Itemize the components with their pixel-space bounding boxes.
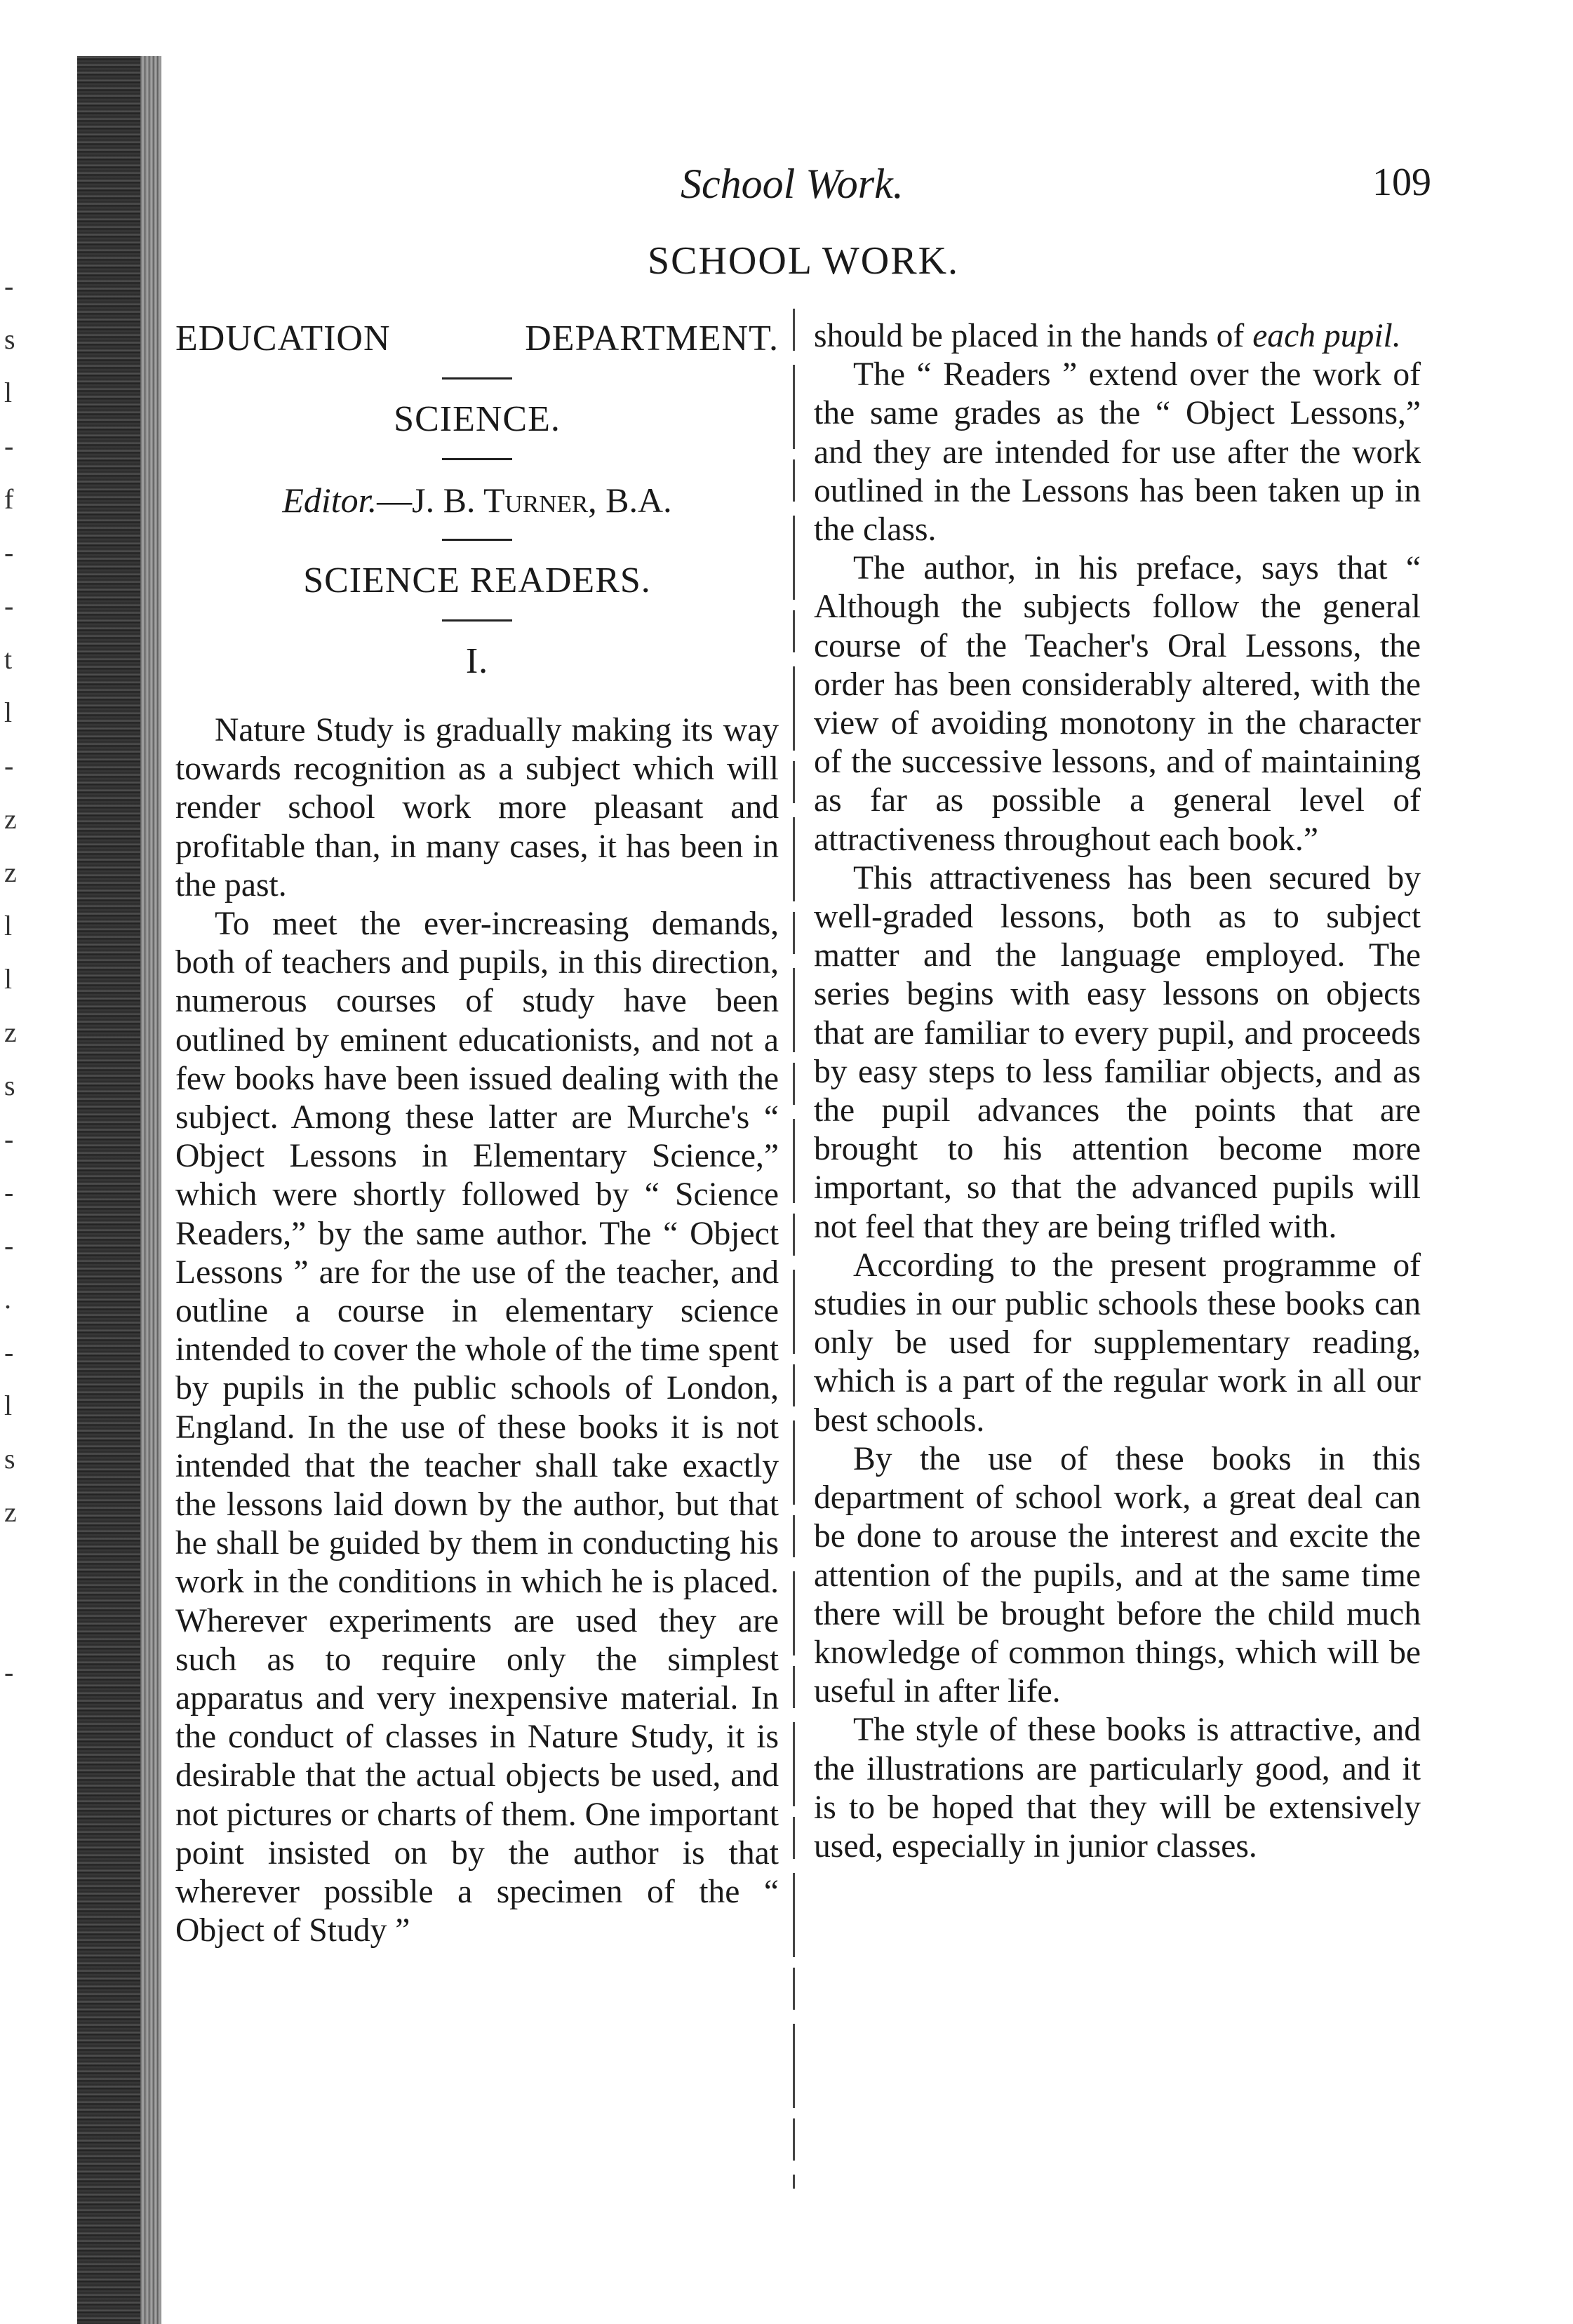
margin-fragment: f xyxy=(4,483,14,515)
margin-fragment: l xyxy=(4,963,13,995)
running-head xyxy=(175,160,1431,209)
margin-fragment: l xyxy=(4,1390,13,1421)
heading-rule xyxy=(442,458,512,460)
margin-fragment: z xyxy=(4,1016,17,1048)
heading-rule xyxy=(442,619,512,622)
article-title: SCIENCE READERS. xyxy=(303,560,651,600)
paragraph: By the use of these books in this department of school work, a great deal can be done to arouse the interest and excite the attention of the pupils, and at the same time there will be brought before the child much knowledge of common things, which will be useful in after life. xyxy=(814,1440,1421,1710)
paragraph: According to the present programme of studies in our public schools these books can only be used for supplementary reading, which is a part of the regular work in all our best schools. xyxy=(814,1247,1421,1439)
continuation-text: should be placed in the hands of xyxy=(814,318,1245,354)
continuation-italic: each pupil. xyxy=(1252,318,1401,354)
margin-fragment: l xyxy=(4,377,13,408)
editor-line xyxy=(175,478,779,522)
margin-fragments xyxy=(4,260,60,1699)
margin-fragment: - xyxy=(4,430,14,462)
margin-fragment: s xyxy=(4,1070,15,1101)
margin-fragment: - xyxy=(4,750,14,781)
margin-fragment: t xyxy=(4,643,13,675)
section-heading: SCIENCE. xyxy=(394,399,561,439)
running-title: School Work. xyxy=(681,161,904,207)
heading-rule xyxy=(442,539,512,541)
margin-fragment xyxy=(4,1539,60,1592)
margin-fragment: z xyxy=(4,857,17,888)
continuation-paragraph xyxy=(814,317,1421,356)
left-column xyxy=(175,317,779,1951)
margin-fragment: - xyxy=(4,270,14,302)
margin-fragment: - xyxy=(4,1336,14,1368)
editor-label: Editor. xyxy=(282,481,377,520)
binding-gutter xyxy=(77,56,161,2324)
heading-rule xyxy=(442,377,512,380)
department-heading: EDUCATION DEPARTMENT. xyxy=(175,318,779,358)
margin-fragment: - xyxy=(4,537,14,568)
margin-fragment: l xyxy=(4,697,13,728)
margin-fragment xyxy=(4,1592,60,1646)
margin-fragment: - xyxy=(4,1230,14,1261)
margin-fragment: - xyxy=(4,1656,14,1688)
paragraph: The style of these books is attractive, and the illustrations are particularly good, and it is to be hoped that they will be extensively used, especially in junior classes. xyxy=(814,1712,1421,1865)
page-number: 109 xyxy=(1372,161,1431,204)
margin-fragment: . xyxy=(4,1283,11,1315)
margin-fragment: z xyxy=(4,1496,17,1528)
paragraph: Nature Study is gradually making its way towards recognition as a subject which will render school work more pleasant and profitable than, in many cases, it has been in the past. xyxy=(175,712,779,904)
margin-fragment: z xyxy=(4,803,17,835)
editor-name: —J. B. Turner, B.A. xyxy=(377,481,672,520)
main-title: SCHOOL WORK. xyxy=(647,239,960,283)
part-number: I. xyxy=(465,641,489,681)
paragraph: To meet the ever-increasing demands, both of teachers and pupils, in this direction, numerous courses of study have been outlined by eminent educationists, and not a few books have been issued dealing with the subject. Among these latter are Murche's “ Object Lessons in Elementary Science,” which were shortly followed by “ Science Readers,” by the same author. The “ Object Lessons ” are for the use of the teacher, and outline a course in elementary science intended to cover the whole of the time spent by pupils in the public schools of London, England. In the use of these books it is not intended that the teacher shall take exactly the lessons laid down by the author, but that he shall be guided by them in conducting his work in the conditions in which he is placed. Wherever experiments are used they are such as to require only the simplest apparatus and very inexpensive material. In the conduct of classes in Nature Study, it is desirable that the actual objects be used, and not pictures or charts of them. One important point insisted on by the author is that wherever possible a specimen of the “ Object of Study ” xyxy=(175,906,779,1949)
margin-fragment: s xyxy=(4,323,15,355)
margin-fragment: - xyxy=(4,1123,14,1155)
paragraph: The author, in his preface, says that “ Although the subjects follow the general course of the Teacher's Oral Lessons, the order has been considerably altered, with the view of avoiding monotony in the character of the successive lessons, and of maintaining as far as possible a general level of attractiveness throughout each book.” xyxy=(814,550,1421,858)
right-column xyxy=(814,317,1421,1866)
paragraph: This attractiveness has been secured by well-graded lessons, both as to subject matter and the language employed. The series begins with easy lessons on objects that are familiar to every pupil, and proceeds by easy steps to less familiar objects, and as the pupil advances the points that are brought to his attention become more important, so that the advanced pupils will not feel that they are being trifled with. xyxy=(814,859,1421,1245)
margin-fragment: - xyxy=(4,1176,14,1208)
margin-fragment: - xyxy=(4,590,14,622)
paragraph: The “ Readers ” extend over the work of the same grades as the “ Object Lessons,” and they are intended for use after the work outlined in the Lessons has been taken up in the class. xyxy=(814,356,1421,549)
margin-fragment: l xyxy=(4,910,13,941)
margin-fragment: s xyxy=(4,1443,15,1475)
column-divider xyxy=(793,309,795,2189)
